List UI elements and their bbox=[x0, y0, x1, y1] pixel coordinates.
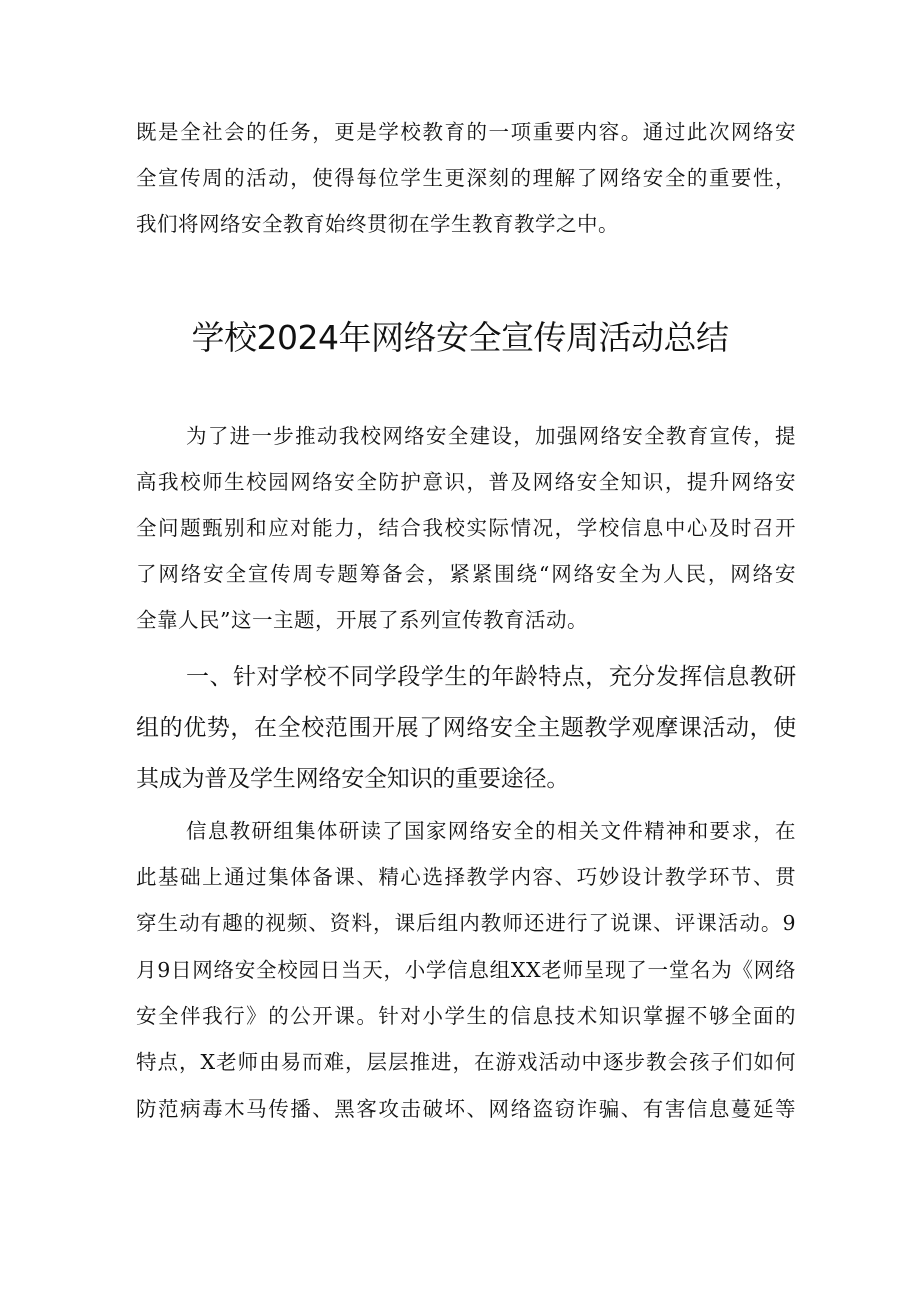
para2-line-6: 特点，X老师由易而难，层层推进，在游戏活动中逐步教会孩子们如何 bbox=[136, 1050, 796, 1074]
para2-line-3: 穿生动有趣的视频、资料，课后组内教师还进行了说课、评课活动。9 bbox=[136, 911, 796, 935]
para1-line-1: 为了进一步推动我校网络安全建设，加强网络安全教育宣传，提 bbox=[186, 424, 796, 448]
intro-line-1: 既是全社会的任务，更是学校教育的一项重要内容。通过此次网络安 bbox=[136, 120, 796, 144]
section1-heading-line-2: 组的优势，在全校范围开展了网络安全主题教学观摩课活动，使 bbox=[136, 715, 796, 741]
para1-line-4: 了网络安全宣传周专题筹备会，紧紧围绕“网络安全为人民，网络安 bbox=[136, 562, 796, 586]
para2-line-7: 防范病毒木马传播、黑客攻击破坏、网络盗窃诈骗、有害信息蔓延等 bbox=[136, 1097, 796, 1121]
para1-line-5: 全靠人民”这一主题，开展了系列宣传教育活动。 bbox=[136, 608, 588, 632]
para1-line-2: 高我校师生校园网络安全防护意识，普及网络安全知识，提升网络安 bbox=[136, 470, 796, 494]
intro-line-2: 全宣传周的活动，使得每位学生更深刻的理解了网络安全的重要性， bbox=[136, 166, 796, 190]
page-title: 学校2024年网络安全宣传周活动总结 bbox=[191, 318, 729, 357]
para1-line-3: 全问题甄别和应对能力，结合我校实际情况，学校信息中心及时召开 bbox=[136, 516, 796, 540]
section1-heading-line-3: 其成为普及学生网络安全知识的重要途径。 bbox=[136, 766, 570, 792]
intro-line-3: 我们将网络安全教育始终贯彻在学生教育教学之中。 bbox=[136, 212, 619, 236]
para2-line-2: 此基础上通过集体备课、精心选择教学内容、巧妙设计教学环节、贯 bbox=[136, 865, 796, 889]
para2-line-5: 安全伴我行》的公开课。针对小学生的信息技术知识掌握不够全面的 bbox=[136, 1004, 796, 1028]
section1-heading-line-1: 一、针对学校不同学段学生的年龄特点，充分发挥信息教研 bbox=[186, 664, 796, 690]
para2-line-4: 月9日网络安全校园日当天，小学信息组XX老师呈现了一堂名为《网络 bbox=[136, 958, 796, 982]
para2-line-1: 信息教研组集体研读了国家网络安全的相关文件精神和要求，在 bbox=[186, 819, 796, 843]
